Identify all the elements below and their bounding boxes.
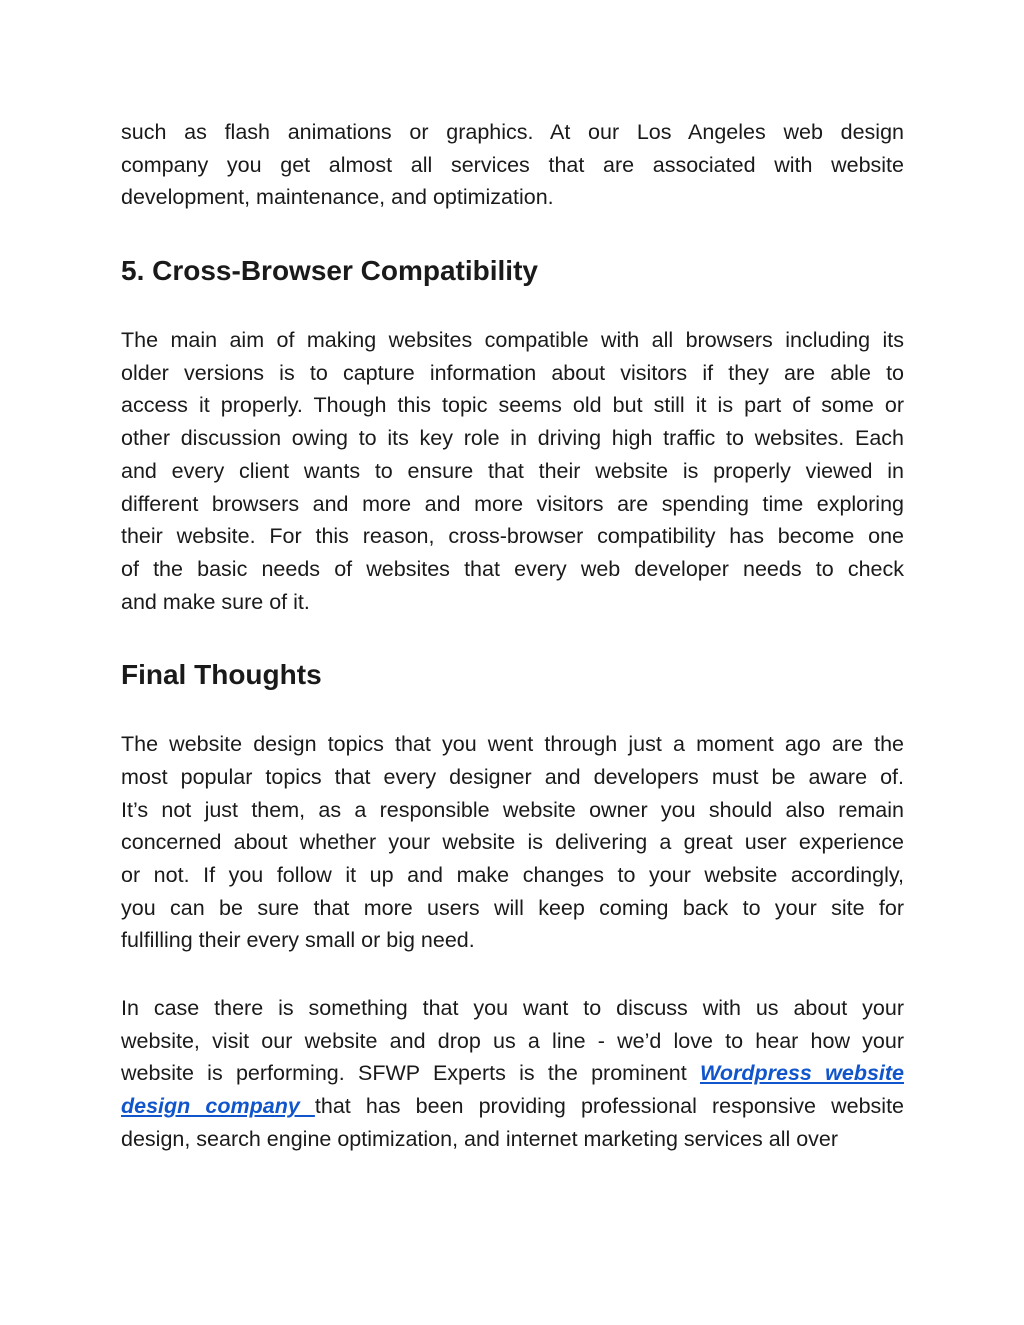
cross-browser-paragraph: [121, 324, 904, 618]
wordpress-design-link-part-2[interactable]: design company: [121, 1094, 315, 1119]
final-line-7: fulfilling their every small or big need.: [121, 928, 475, 953]
cross-browser-line-4: other discussion owing to its key role in driving high traffic to websites. Each: [121, 426, 904, 451]
cross-browser-line-7: their website. For this reason, cross-browser compatibility has become one: [121, 524, 904, 549]
final-p2-line-5: design, search engine optimization, and internet marketing services all over: [121, 1126, 839, 1151]
final-line-4: concerned about whether your website is delivering a great user experience: [121, 830, 904, 855]
final-p2-line-4: [121, 1090, 904, 1123]
cross-browser-line-1: The main aim of making websites compatible with all browsers including its: [121, 328, 904, 353]
final-p2-line-4-text: that has been providing professional responsive website: [314, 1094, 904, 1119]
final-line-2: most popular topics that every designer and developers must be aware of.: [121, 764, 904, 789]
document-page: [121, 116, 904, 1156]
intro-line-3: development, maintenance, and optimization.: [121, 185, 554, 210]
final-p2-line-1: In case there is something that you want to discuss with us about your: [121, 996, 904, 1021]
final-line-3: It’s not just them, as a responsible website owner you should also remain: [121, 797, 904, 822]
wordpress-design-link-part-1[interactable]: Wordpress website: [699, 1061, 904, 1086]
cross-browser-line-6: different browsers and more and more visitors are spending time exploring: [121, 491, 904, 516]
intro-line-2: company you get almost all services that are associated with website: [121, 152, 904, 177]
final-p2-line-3: [121, 1057, 904, 1090]
final-line-5: or not. If you follow it up and make changes to your website accordingly,: [121, 863, 904, 887]
final-line-6: you can be sure that more users will keep coming back to your site for: [121, 895, 904, 920]
cross-browser-line-2: older versions is to capture information about visitors if they are able to: [121, 360, 904, 385]
final-thoughts-paragraph-1: [121, 728, 904, 957]
final-p2-line-3-text: website is performing. SFWP Experts is the prominent: [121, 1061, 700, 1086]
final-thoughts-paragraph-2: [121, 992, 904, 1155]
final-p2-line-2: website, visit our website and drop us a line - we’d love to hear how your: [121, 1028, 904, 1053]
cross-browser-line-9: and make sure of it.: [121, 589, 310, 614]
final-line-1: The website design topics that you went through just a moment ago are the: [121, 732, 904, 757]
cross-browser-line-5: and every client wants to ensure that their website is properly viewed in: [121, 458, 904, 483]
cross-browser-heading: 5. Cross-Browser Compatibility: [121, 255, 538, 287]
final-thoughts-heading: Final Thoughts: [121, 659, 322, 691]
cross-browser-line-3: access it properly. Though this topic seems old but still it is part of some or: [121, 393, 904, 418]
cross-browser-line-8: of the basic needs of websites that every web developer needs to check: [121, 556, 904, 581]
intro-paragraph: [121, 116, 904, 214]
intro-line-1: such as flash animations or graphics. At our Los Angeles web design: [121, 120, 904, 144]
